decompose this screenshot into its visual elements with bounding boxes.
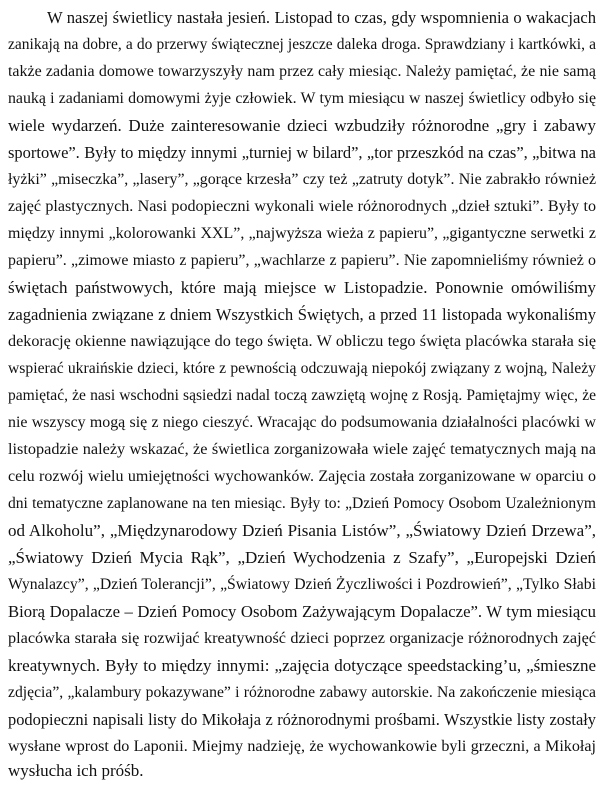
paragraph-line: placówka starała się rozwijać kreatywność dzieci poprzez organizacje różnorodnych zajęć bbox=[8, 629, 596, 647]
paragraph-line: zdjęcia”, „kalambury pokazywane” i różnorodne zabawy autorskie. Na zakończenie miesiąca bbox=[8, 684, 596, 701]
paragraph-line: zajęć plastycznych. Nasi podopieczni wykonali wiele różnorodnych „dzieł sztuki”. Były to bbox=[8, 198, 596, 215]
paragraph-line: pamiętać, że nasi wschodni sąsiedzi nadal toczą zawziętą wojnę z Rosją. Pamiętajmy więc, że bbox=[8, 387, 596, 404]
paragraph-line: nie wszyscy mogą się z niego cieszyć. Wracając do podsumowania działalności placówki w bbox=[8, 414, 596, 431]
paragraph-line: papieru”. „zimowe miasto z papieru”, „wachlarze z papieru”. Nie zapomnieliśmy również o bbox=[8, 252, 596, 269]
paragraph-line: także zadania domowe towarzyszyły nam przez cały miesiąc. Należy pamiętać, że nie samą bbox=[8, 63, 596, 80]
paragraph-line: wiele wydarzeń. Duże zainteresowanie dzieci wzbudziły różnorodne „gry i zabawy bbox=[8, 116, 596, 135]
paragraph-line: zanikają na dobre, a do przerwy świątecznej jeszcze daleka droga. Sprawdziany i kartkówki, a bbox=[8, 36, 596, 53]
paragraph-line: nauką i zadaniami domowymi żyje człowiek. W tym miesiącu w naszej świetlicy odbyło się bbox=[8, 90, 596, 107]
paragraph-line: sportowe”. Były to między innymi „turniej w bilard”, „tor przeszkód na czas”, „bitwa na bbox=[8, 143, 596, 162]
paragraph-line: celu rozwój wielu umiejętności wychowanków. Zajęcia została zorganizowane w oparciu o bbox=[8, 468, 596, 485]
paragraph-line: podopieczni napisali listy do Mikołaja z różnorodnymi prośbami. Wszystkie listy zostały bbox=[8, 710, 596, 729]
paragraph-line: między innymi „kolorowanki XXL”, „najwyższa wieża z papieru”, „gigantyczne serwetki z bbox=[8, 225, 596, 242]
paragraph-line: świętach państwowych, które mają miejsce w Listopadzie. Ponownie omówiliśmy bbox=[8, 278, 596, 297]
paragraph-line: zagadnienia związane z dniem Wszystkich Świętych, a przed 11 listopada wykonaliśmy bbox=[8, 305, 596, 324]
paragraph-line: kreatywnych. Były to między innymi: „zajęcia dotyczące speedstacking’u, „śmieszne bbox=[8, 656, 596, 675]
paragraph-line: dni tematyczne zaplanowane na ten miesiąc. Były to: „Dzień Pomocy Osobom Uzależnionym bbox=[8, 495, 596, 512]
paragraph-line: wysłucha ich próśb. bbox=[8, 761, 144, 780]
paragraph-line: łyżki” „miseczka”, „lasery”, „gorące krzesła” czy też „zatruty dotyk”. Nie zabrakło również bbox=[8, 171, 596, 188]
paragraph-line: dekorację okienne nawiązujące do tego święta. W obliczu tego święta placówka starała się bbox=[8, 333, 596, 350]
paragraph-line: „Światowy Dzień Mycia Rąk”, „Dzień Wychodzenia z Szafy”, „Europejski Dzień bbox=[8, 548, 596, 567]
paragraph-line: od Alkoholu”, „Międzynarodowy Dzień Pisania Listów”, „Światowy Dzień Drzewa”, bbox=[8, 521, 596, 540]
paragraph-line: Biorą Dopalacze – Dzień Pomocy Osobom Zażywającym Dopalacze”. W tym miesiącu bbox=[8, 602, 596, 621]
paragraph-line: Wynalazcy”, „Dzień Tolerancji”, „Światowy Dzień Życzliwości i Pozdrowień”, „Tylko Słabi bbox=[8, 576, 596, 593]
paragraph-line: wspierać ukraińskie dzieci, które z pewnością odczuwają niepokój związany z wojną, Należy bbox=[8, 360, 596, 377]
paragraph-line: wysłane wprost do Laponii. Miejmy nadzieję, że wychowankowie byli grzeczni, a Mikołaj bbox=[8, 738, 596, 755]
paragraph-line: listopadzie należy wskazać, że świetlica zorganizowała wiele zajęć tematycznych mają na bbox=[8, 440, 596, 458]
paragraph-line: W naszej świetlicy nastała jesień. Listopad to czas, gdy wspomnienia o wakacjach bbox=[47, 8, 596, 27]
